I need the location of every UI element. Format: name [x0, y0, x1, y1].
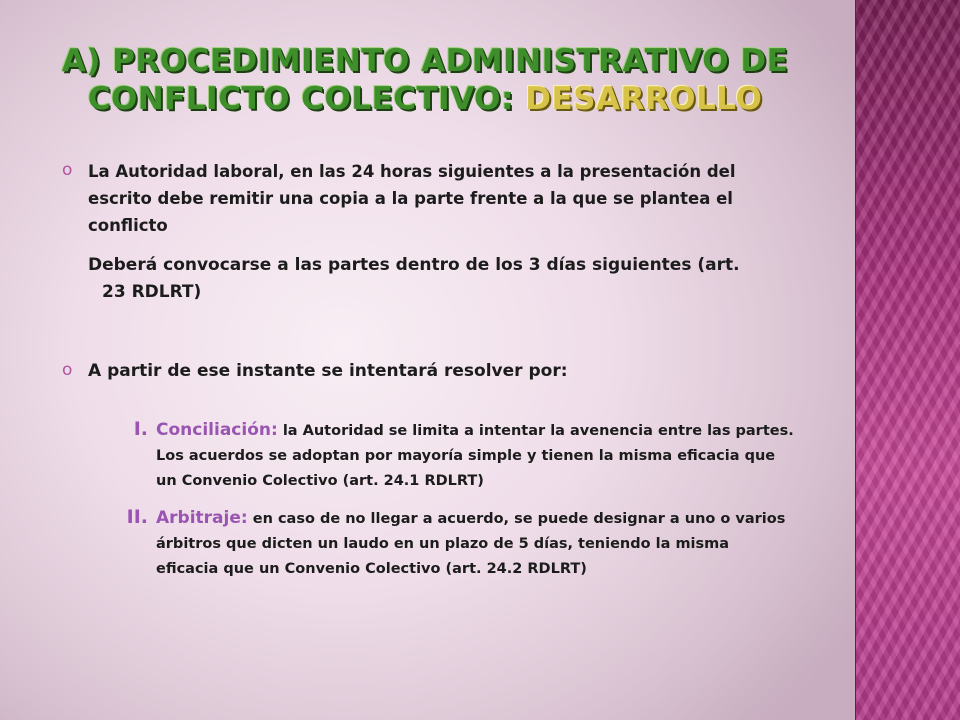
slide-title [30, 42, 820, 118]
convocatoria-line-2: 23 RDLRT) [102, 282, 202, 302]
list-numeral: I. [133, 418, 148, 440]
paragraph-resolver: A partir de ese instante se intentará resolver por: [88, 361, 568, 381]
paragraph-autoridad-laboral: La Autoridad laboral, en las 24 horas siguientes a la presentación del escrito debe remitir una copia a la parte frente a la que se plantea el conflicto [88, 162, 736, 235]
title-main: A) PROCEDIMIENTO ADMINISTRATIVO DE CONFLICTO COLECTIVO: [61, 43, 789, 117]
list-item-term: Arbitraje: [156, 508, 248, 528]
list-item-description: en caso de no llegar a acuerdo, se puede designar a uno o varios árbitros que dicten un laudo en un plazo de 5 días, teniendo la misma eficacia que un Convenio Colectivo (art. 24.2 RDLRT) [156, 511, 786, 577]
list-item-term: Conciliación: [156, 420, 278, 440]
list-numeral: II. [126, 506, 148, 528]
convocatoria-line-1: Deberá convocarse a las partes dentro de los 3 días siguientes (art. [88, 255, 740, 275]
decorative-side-panel [855, 0, 960, 720]
list-item-text [156, 418, 796, 494]
title-highlight: DESARROLLO [525, 81, 763, 117]
list-item-description: la Autoridad se limita a intentar la avenencia entre las partes. Los acuerdos se adoptan por mayoría simple y tienen la misma eficacia que un Convenio Colectivo (art. 24.1 RDLRT) [156, 423, 794, 489]
list-item-text [156, 506, 796, 582]
bullet-icon: o [62, 160, 73, 180]
bullet-icon: o [62, 360, 73, 380]
paragraph-convocatoria [88, 252, 808, 306]
